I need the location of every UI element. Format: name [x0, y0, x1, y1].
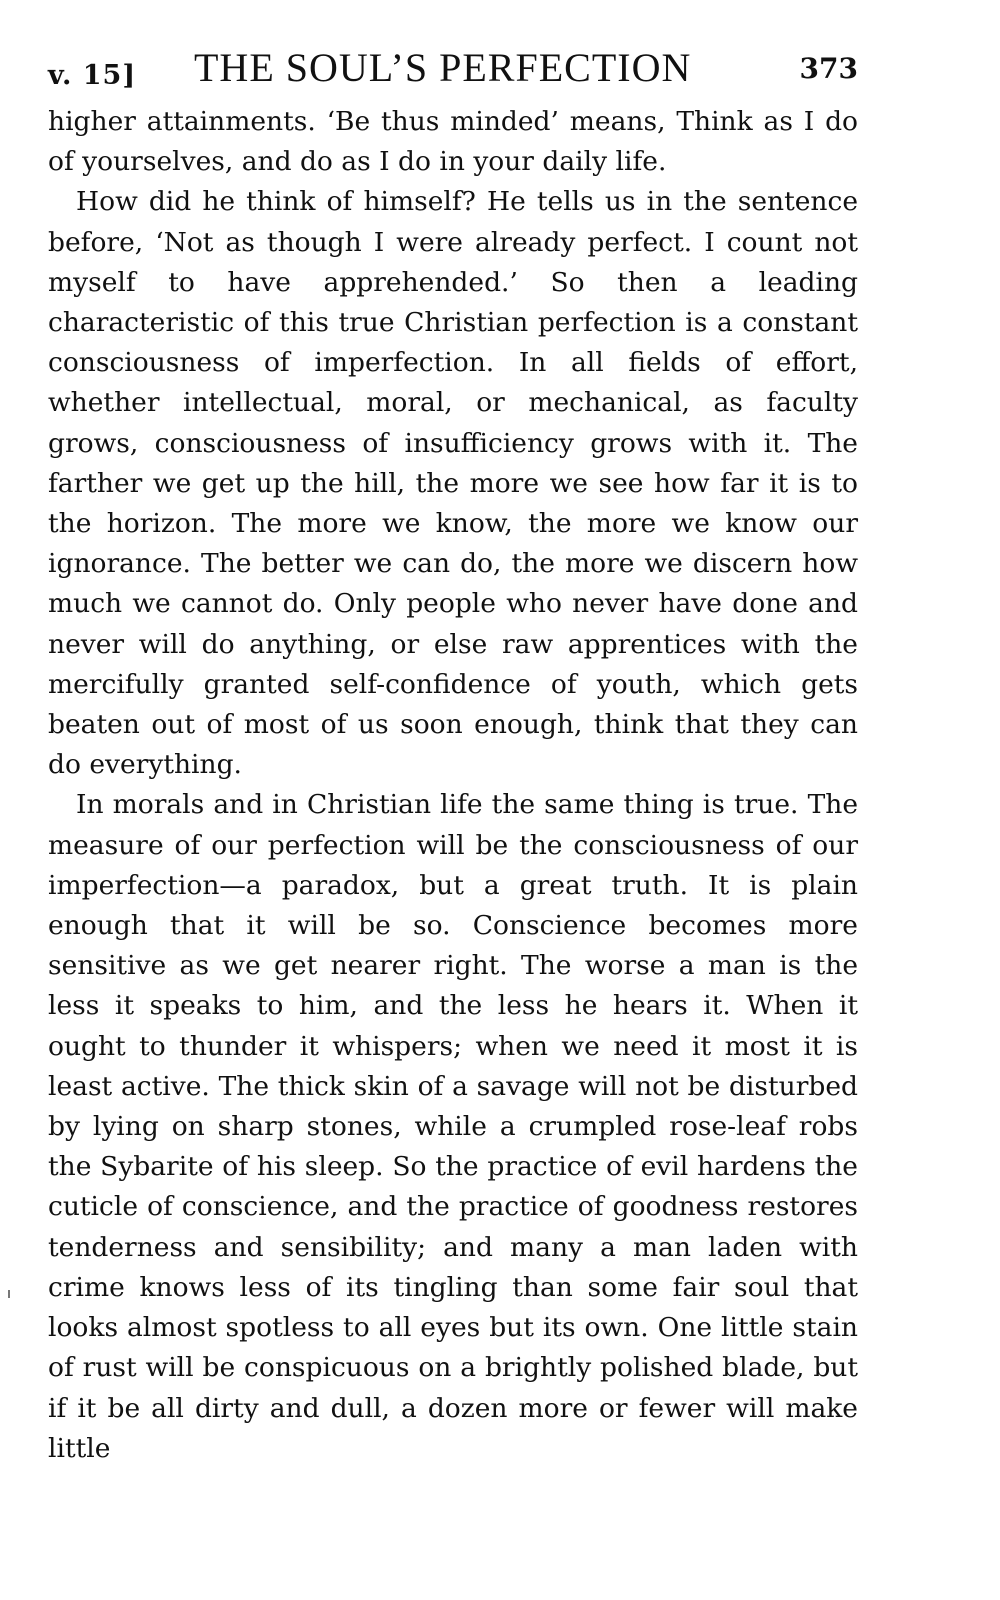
book-page: [48, 38, 858, 1469]
paragraph-continuation: higher attainments. ‘Be thus minded’ means, Think as I do of yourselves, and do as I do in your daily life.: [48, 106, 858, 178]
paragraph: How did he think of himself? He tells us in the sentence before, ‘Not as though I were already perfect. I count not myself to have apprehended.’ So then a leading characteristic of this true Christian perfection is a constant consciousness of imperfection. In all fields of effort, whether intellectual, moral, or mechanical, as faculty grows, consciousness of insufficiency grows with it. The farther we get up the hill, the more we see how far it is to the horizon. The more we know, the more we know our ignorance. The better we can do, the more we discern how much we cannot do. Only people who never have done and never will do anything, or else raw apprentices with the mercifully granted self-confidence of youth, which gets beaten out of most of us soon enough, think that they can do everything.: [48, 186, 858, 781]
body-text: [48, 102, 858, 1469]
paragraph: In morals and in Christian life the same thing is true. The measure of our perfection will be the consciousness of our imperfection—a paradox, but a great truth. It is plain enough that it will be so. Conscience becomes more sensitive as we get nearer right. The worse a man is the less it speaks to him, and the less he hears it. When it ought to thunder it whispers; when we need it most it is least active. The thick skin of a savage will not be disturbed by lying on sharp stones, while a crumpled rose-leaf robs the Sybarite of his sleep. So the practice of evil hardens the cuticle of conscience, and the practice of goodness restores tenderness and sensibility; and many a man laden with crime knows less of its tingling than some fair soul that looks almost spotless to all eyes but its own. One little stain of rust will be conspicuous on a brightly polished blade, but if it be all dirty and dull, a dozen more or fewer will make little: [48, 789, 858, 1464]
scan-margin-mark: [8, 1290, 10, 1298]
running-head: [48, 38, 858, 94]
chapter-verse-reference: v. 15]: [48, 60, 137, 91]
page-number: 373: [799, 52, 858, 85]
running-title: THE SOUL’S PERFECTION: [194, 45, 692, 90]
